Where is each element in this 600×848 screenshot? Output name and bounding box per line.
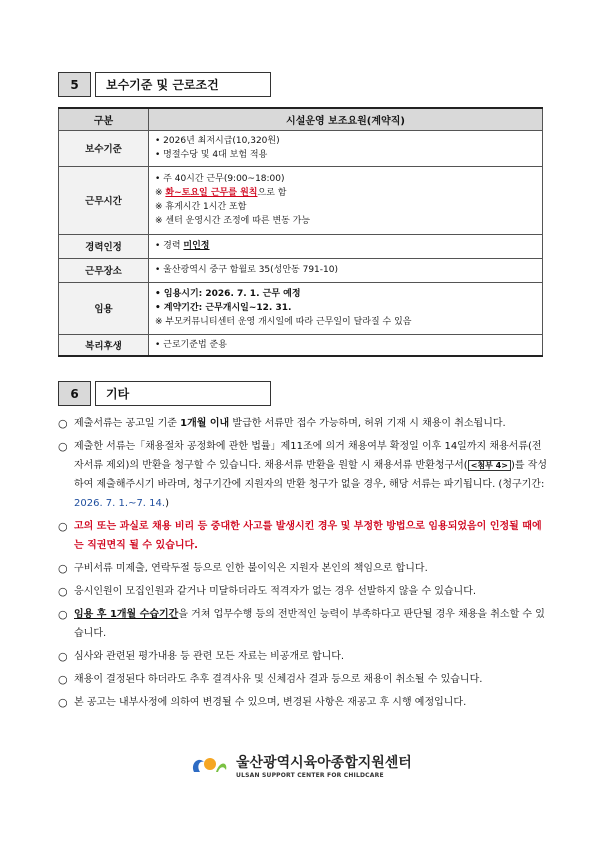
circle-bullet-icon: ○	[58, 440, 68, 453]
circle-bullet-icon: ○	[58, 673, 68, 686]
section-number: 5	[58, 72, 91, 97]
note-6-part-b: 을 거쳐 업무수행 등의 전반적인 능력이 부족하다고 판단될 경우 채용을 취소할 수 있습니다.	[74, 609, 545, 639]
row-label-hours: 근무시간	[59, 166, 149, 234]
row-label-welfare: 복리후생	[59, 334, 149, 356]
row-label-place: 근무장소	[59, 258, 149, 282]
note-1-emphasis: 1개월 이내	[180, 418, 230, 429]
note-2-part-c: )	[165, 498, 169, 509]
note-text: 심사와 관련된 평가내용 등 관련 모든 자료는 비공개로 합니다.	[74, 651, 345, 662]
note-text: 구비서류 미제출, 연락두절 등으로 인한 불이익은 지원자 본인의 책임으로 합니다.	[74, 563, 428, 574]
pay-line-2: • 명절수당 및 4대 보험 적용	[155, 150, 268, 160]
row-body-welfare	[149, 334, 543, 356]
hours-line-1: • 주 40시간 근무(9:00~18:00)	[155, 174, 285, 184]
pay-line-1: • 2026년 최저시급(10,320원)	[155, 136, 280, 146]
list-item	[58, 605, 548, 643]
circle-bullet-icon: ○	[58, 585, 68, 598]
table-row	[59, 282, 543, 334]
probation-emphasis: 임용 후 1개월 수습기간	[74, 609, 179, 620]
section-6-header	[58, 381, 271, 406]
header-category: 구분	[59, 108, 149, 130]
list-item	[58, 670, 548, 689]
row-body-pay	[149, 130, 543, 166]
circle-bullet-icon: ○	[58, 650, 68, 663]
note-text: 응시인원이 모집인원과 같거나 미달하더라도 적격자가 없는 경우 선발하지 않을 수 있습니다.	[74, 586, 477, 597]
note-text: 채용이 결정된다 하더라도 추후 결격사유 및 신체검사 결과 등으로 채용이 취소될 수 있습니다.	[74, 674, 483, 685]
note-text: 고의 또는 과실로 채용 비리 등 중대한 사고를 발생시킨 경우 및 부정한 방법으로 임용되었음이 인정될 때에는 직권면직 될 수 있습니다.	[74, 521, 542, 551]
row-body-appoint	[149, 282, 543, 334]
conditions-table	[58, 107, 543, 357]
table-header-row	[59, 108, 543, 130]
center-names	[236, 752, 412, 779]
place-line: • 울산광역시 중구 함월로 35(성안동 791-10)	[155, 265, 338, 275]
table-row	[59, 258, 543, 282]
center-logo-icon	[190, 754, 230, 778]
row-label-career: 경력인정	[59, 234, 149, 258]
row-body-place	[149, 258, 543, 282]
footer-logo	[190, 752, 412, 779]
center-name-korean: 울산광역시육아종합지원센터	[236, 755, 412, 771]
section-5-header	[58, 72, 271, 97]
claim-period-date: 2026. 7. 1.~7. 14.	[74, 498, 166, 509]
appoint-line-1: • 임용시기: 2026. 7. 1. 근무 예정	[155, 289, 301, 299]
hours-line-2-prefix: ※	[155, 188, 166, 198]
circle-bullet-icon: ○	[58, 520, 68, 533]
list-item	[58, 582, 548, 601]
circle-bullet-icon: ○	[58, 417, 68, 430]
appoint-line-3: ※ 부모커뮤니티센터 운영 개시일에 따라 근무일이 달라질 수 있음	[155, 317, 412, 327]
welfare-line: • 근로기준법 준용	[155, 339, 227, 350]
table-row	[59, 166, 543, 234]
row-body-career	[149, 234, 543, 258]
hours-line-4: ※ 센터 운영시간 조정에 따른 변동 가능	[155, 216, 311, 226]
circle-bullet-icon: ○	[58, 608, 68, 621]
hours-highlight: 화~토요일 근무를 원칙	[165, 188, 258, 198]
list-item	[58, 414, 548, 433]
list-item	[58, 437, 548, 513]
note-2-part-a: 제출한 서류는「채용절차 공정화에 관한 법률」제11조에 의거 채용여부 확정일 이후 14일까지 채용서류(전자서류 제외)의 반환을 청구할 수 있습니다. 채용서류 반환을 원할 시 채용서류 반환청구서(	[74, 441, 542, 471]
note-text	[74, 437, 548, 513]
hours-line-2	[155, 186, 536, 200]
list-item	[58, 647, 548, 666]
row-label-appoint: 임용	[59, 282, 149, 334]
attachment-badge: <첨부 4>	[468, 460, 511, 471]
appoint-line-2: • 계약기간: 근무개시일~12. 31.	[155, 303, 292, 313]
career-prefix: • 경력	[155, 241, 184, 251]
note-1-part-c: 발급한 서류만 접수 가능하며, 허위 기재 시 채용이 취소됩니다.	[229, 418, 506, 429]
hours-line-2-suffix: 으로 함	[257, 188, 287, 198]
note-text	[74, 414, 548, 433]
note-1-part-a: 제출서류는 공고일 기준	[74, 418, 181, 429]
table-row	[59, 130, 543, 166]
circle-bullet-icon: ○	[58, 696, 68, 709]
note-text	[74, 605, 548, 643]
circle-bullet-icon: ○	[58, 562, 68, 575]
notes-list	[58, 414, 548, 716]
note-2-part-b: )를 작성하여 제출해주시기 바라며, 청구기간에 지원자의 반환 청구가 없을 경우, 해당 서류는 파기됩니다. (청구기간:	[74, 460, 547, 490]
row-body-hours	[149, 166, 543, 234]
section-number: 6	[58, 381, 91, 406]
header-position: 시설운영 보조요원(계약직)	[149, 108, 543, 130]
center-name-english: ULSAN SUPPORT CENTER FOR CHILDCARE	[236, 772, 384, 779]
list-item	[58, 517, 548, 555]
career-value: 미인정	[183, 241, 210, 251]
note-text: 본 공고는 내부사정에 의하여 변경될 수 있으며, 변경된 사항은 재공고 후 시행 예정입니다.	[74, 697, 467, 708]
list-item	[58, 559, 548, 578]
section-title: 보수기준 및 근로조건	[95, 72, 271, 97]
section-title: 기타	[95, 381, 271, 406]
list-item	[58, 693, 548, 712]
row-label-pay: 보수기준	[59, 130, 149, 166]
table-row	[59, 334, 543, 356]
hours-line-3: ※ 휴게시간 1시간 포함	[155, 202, 247, 212]
table-row	[59, 234, 543, 258]
